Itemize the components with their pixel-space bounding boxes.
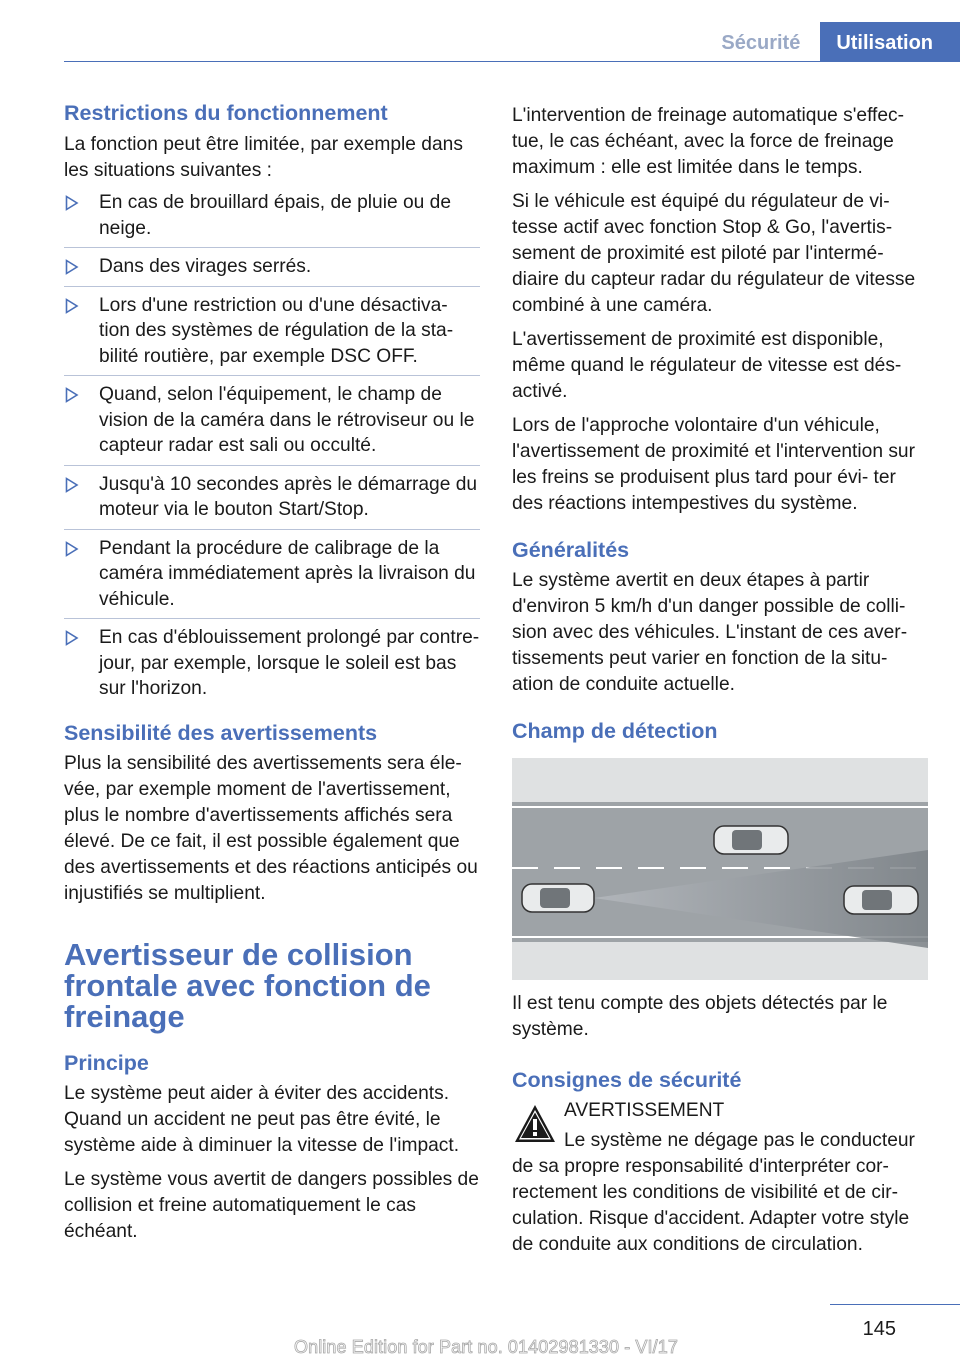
list-divider [64,529,480,530]
proximite-paragraph: L'avertissement de proximité est disponible, même quand le régulateur de vitesse est dés‐ activé. [512,329,902,402]
section-title [64,936,480,1034]
triangle-right-outline-icon [65,193,79,219]
generalites-heading: Généralités [512,538,630,562]
list-item [64,625,480,702]
list-item [64,190,480,241]
principe-paragraph-2: Le système vous avertit de dangers possibles de collision et freine automatiquement le cas échéant. [64,1168,479,1242]
list-divider [64,375,480,376]
section-title-line: frontale avec fonction de [64,967,431,1003]
section-title-line: Avertisseur de collision [64,936,413,972]
list-item [64,472,480,523]
car-ahead [844,886,918,914]
restrictions-list [64,190,480,702]
restrictions-heading: Restrictions du fonctionnement [64,101,388,125]
champ-heading: Champ de détection [512,719,718,743]
list-item-text: En cas de brouillard épais, de pluie ou de neige. [99,192,452,239]
sensibilite-heading: Sensibilité des avertissements [64,720,378,745]
warning-title: AVERTISSEMENT [564,1100,725,1121]
sensibilite-text: Plus la sensibilité des avertissements sera éle‐ vée, par exemple moment de l'avertissement, plus le nombre d'avertissements affichés sera élevé. De ce fait, il est possible également que des avertissements et des réactions anticipés ou injustifiés se multiplient. [64,752,478,904]
list-item-text: En cas d'éblouissement prolongé par contre-jour, par exemple, lorsque le soleil est bas sur l'horizon. [99,627,480,699]
stop-go-paragraph: Si le véhicule est équipé du régulateur de vi‐ tesse actif avec fonction Stop & Go, l'avertis‐ sement de proximité est piloté par l'intermé‐ diaire du capteur radar du régulateur de vitesse combiné à une caméra. [512,191,916,316]
detection-field-illustration [512,758,928,980]
header-rule [64,61,960,62]
warning-text [512,1128,928,1258]
diagram-caption: Il est tenu compte des objets détectés par le système. [512,993,888,1040]
warning-text-content: Le système ne dégage pas le conducteur de sa propre responsabilité d'interpréter cor‐ rectement les conditions de visibilité et de cir‐ culation. Risque d'accident. Adapter votre style de conduite aux conditions de circulation. [512,1130,915,1255]
triangle-right-outline-icon [65,628,79,654]
list-item [64,382,480,459]
freinage-paragraph: L'intervention de freinage automatique s'effec‐ tue, le cas échéant, avec la force de freinage maximum : elle est limitée dans le temps. [512,105,905,178]
approche-paragraph: Lors de l'approche volontaire d'un véhicule, l'avertissement de proximité et l'intervention sur les freins se produisent plus tard pour évi‐ ter des réactions intempestives du système. [512,415,915,514]
triangle-right-outline-icon [65,296,79,322]
warning-block [512,1098,928,1258]
edition-watermark: Online Edition for Part no. 01402981330 - VI/17 [294,1337,678,1357]
header-tabs [701,22,960,62]
detection-diagram [512,758,928,980]
footer-rule [830,1304,960,1305]
list-divider [64,618,480,619]
consignes-heading: Consignes de sécurité [512,1068,742,1092]
principe-heading: Principe [64,1050,149,1075]
list-item-text: Jusqu'à 10 secondes après le démarrage du moteur via le bouton Start/Stop. [99,473,478,520]
principe-paragraph-1: Le système peut aider à éviter des accidents. Quand un accident ne peut pas être évité, le système aide à diminuer la vitesse de l'impact. [64,1082,460,1156]
restrictions-intro: La fonction peut être limitée, par exemple dans les situations suivantes : [64,134,463,181]
list-item [64,293,480,370]
list-divider [64,465,480,466]
car-front-left [522,884,594,912]
triangle-right-outline-icon [65,475,79,501]
tab-securite[interactable]: Sécurité [721,32,801,54]
list-item-text: Quand, selon l'équipement, le champ de vision de la caméra dans le rétroviseur ou le capteur radar est sali ou occulté. [99,384,475,456]
list-item-text: Lors d'une restriction ou d'une désactiva‐ tion des systèmes de régulation de la sta‐ bilité routière, par exemple DSC OFF. [99,294,454,367]
left-column [64,100,480,1253]
warning-triangle-icon [512,1102,558,1146]
right-column [512,100,928,1266]
triangle-right-outline-icon [65,385,79,411]
triangle-right-outline-icon [65,539,79,565]
list-item [64,536,480,613]
list-item [64,254,480,280]
list-item-text: Dans des virages serrés. [99,256,312,277]
triangle-right-outline-icon [65,257,79,283]
list-divider [64,286,480,287]
generalites-text: Le système avertit en deux étapes à partir d'environ 5 km/h d'un danger possible de colli‐ sion avec des véhicules. L'instant de ces aver‐ tissements peut varier en fonction de la situ‐ ation de conduite actuelle. [512,570,908,695]
section-title-line: freinage [64,998,185,1034]
list-divider [64,247,480,248]
tab-utilisation[interactable]: Utilisation [820,22,960,62]
list-item-text: Pendant la procédure de calibrage de la caméra immédiatement après la livraison du véhicule. [99,537,476,610]
car-other-lane [714,826,788,854]
page-number: 145 [862,1318,896,1340]
